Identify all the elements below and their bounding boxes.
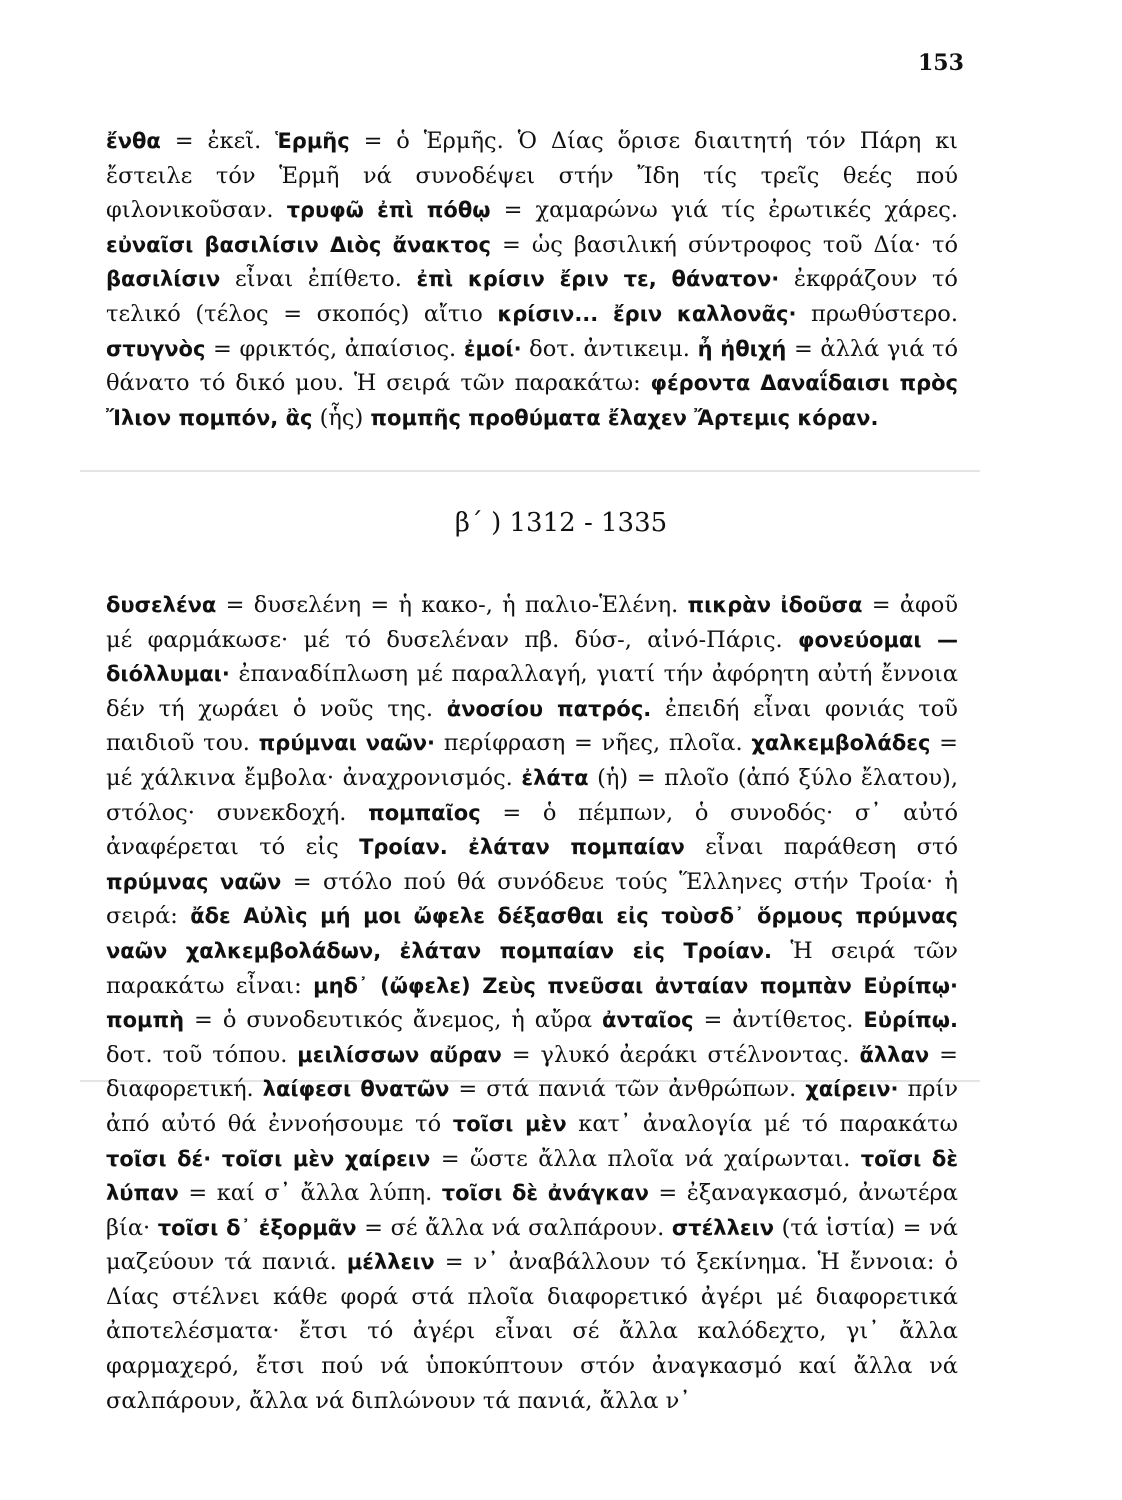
gloss-text: ἐπαναδίπλωση μέ παραλλαγή, γιατί τήν ἀφόρητη αὐτή ἔννοια δέν τή χωράει ὁ νοῦς της.	[106, 661, 958, 722]
gloss-text: = γλυκό ἀεράκι στέλνοντας.	[501, 1041, 860, 1068]
lemma-term: ἀνοσίου πατρός.	[446, 696, 652, 721]
lemma-term: τοῖσι δέ· τοῖσι μὲν χαίρειν	[106, 1146, 431, 1171]
gloss-text: (τά ἱστία) = νά μαζεύουν τά πανιά.	[106, 1214, 959, 1276]
gloss-text: = ἀλλά γιά τό θάνατο τό δικό μου. Ἡ σειρά τῶν παρακάτω:	[106, 335, 959, 397]
gloss-text: (ἡ) = πλοῖο (ἀπό ξύλο ἔλατου), στόλος· συνεκδοχή.	[106, 764, 958, 826]
lemma-term: τοῖσι δὲ λύπαν	[106, 1146, 959, 1206]
lemma-term: Εὐρίπῳ.	[863, 1008, 959, 1033]
lemma-term: βασιλίσιν	[106, 267, 221, 292]
lemma-term: Τροίαν. ἐλάταν πομπαίαν	[359, 835, 685, 860]
lemma-term: πομπαῖος	[368, 800, 481, 825]
lemma-term: στέλλειν	[671, 1215, 775, 1240]
gloss-text: = δυσελένη = ἡ κακο-, ἡ παλιο-Ἑλένη.	[216, 592, 688, 618]
commentary-paragraph-1	[106, 124, 958, 435]
gloss-text: ἐκφράζουν τό τελικό (τέλος = σκοπός) αἴτιο	[106, 266, 958, 327]
gloss-text: δοτ. ἀντικειμ.	[521, 335, 698, 362]
lemma-term: πομπὴ	[106, 1008, 185, 1033]
lemma-term: πομπῆς προθύματα ἔλαχεν Ἄρτεμις κόραν.	[370, 405, 879, 430]
lemma-term: ἔνθα	[106, 129, 161, 153]
gloss-text: = σέ ἄλλα νά σαλπάρουν.	[356, 1214, 672, 1241]
section-heading: β΄ ) 1312 - 1335	[454, 508, 668, 538]
lemma-term: ἀνταῖος	[601, 1008, 694, 1033]
lemma-term: χαλκεμβολάδες	[751, 731, 931, 756]
gloss-text: = στά πανιά τῶν ἀνθρώπων.	[449, 1076, 806, 1103]
lemma-term: χαίρειν·	[805, 1077, 899, 1102]
lemma-term: στυγνὸς	[106, 336, 206, 361]
lemma-term: τοῖσι δ᾽ ἐξορμᾶν	[157, 1215, 357, 1240]
gloss-text: περίφραση = νῆες, πλοῖα.	[435, 730, 752, 757]
gloss-text: πρωθύστερο.	[796, 300, 959, 327]
gloss-text: Ἡ σειρά τῶν παρακάτω εἶναι:	[106, 937, 958, 999]
gloss-text: πρίν ἀπό αὐτό θά ἐννοήσουμε τό	[106, 1076, 959, 1137]
gloss-text: ἐπειδή εἶναι φονιάς τοῦ παιδιοῦ του.	[106, 695, 958, 757]
gloss-text: = ἐκεῖ.	[160, 128, 276, 154]
lemma-term: μηδ᾽ (ὤφελε) Ζεὺς πνεῦσαι ἀνταίαν πομπὰν Εὐρίπῳ·	[313, 973, 958, 998]
lemma-term: πρύμνας ναῶν	[106, 869, 282, 894]
lemma-term: φονεύομαι — διόλλυμαι·	[106, 627, 958, 687]
lemma-term: λαίφεσι θνατῶν	[262, 1077, 450, 1102]
bleed-through-line	[80, 470, 980, 472]
lemma-term: ἐπὶ κρίσιν ἔριν τε, θάνατον·	[416, 267, 780, 292]
gloss-text: (ἧς)	[312, 404, 371, 431]
lemma-term: κρίσιν... ἔριν καλλονᾶς·	[497, 301, 797, 326]
gloss-text: = φρικτός, ἀπαίσιος.	[205, 335, 464, 362]
gloss-text: δοτ. τοῦ τόπου.	[106, 1041, 298, 1068]
lemma-term: δυσελένα	[106, 593, 217, 617]
gloss-text: = ἐξαναγκασμό, ἀνωτέρα βία·	[106, 1180, 958, 1241]
lemma-term: τρυφῶ ἐπὶ πόθῳ	[286, 198, 491, 223]
commentary-paragraph-2	[106, 588, 958, 1418]
lemma-term: φέροντα Δαναΐδαισι πρὸς Ἴλιον πομπόν, ἂς	[106, 371, 958, 430]
gloss-text: = ὥστε ἄλλα πλοῖα νά χαίρωνται.	[430, 1145, 861, 1172]
lemma-term: ἦ ἠθιχή	[697, 336, 787, 361]
gloss-text: = χαμαρώνω γιά τίς ἐρωτικές χάρες.	[490, 197, 958, 224]
lemma-term: μέλλειν	[346, 1250, 435, 1275]
gloss-text: = διαφορετική.	[106, 1041, 958, 1103]
gloss-text: εἶναι παράθεση στό	[684, 834, 958, 861]
gloss-text: = μέ χάλκινα ἔμβολα· ἀναχρονισμός.	[106, 730, 958, 791]
lemma-term: ἄδε Αὐλὶς μή μοι ὤφελε δέξασθαι εἰς τοὺσδ᾽ ὅρμους πρύμνας ναῶν χαλκεμβολάδων, ἐλάταν πομπαίαν εἰς Τροίαν.	[106, 904, 958, 963]
lemma-term: πικρὰν ἰδοῦσα	[687, 593, 863, 617]
gloss-text: = ὁ Ἑρμῆς. Ὁ Δίας ὅρισε διαιτητή τόν Πάρη κι ἔστειλε τόν Ἑρμῆ νά συνοδέψει στήν Ἴδη τίς τρεῖς θεές πού φιλονικοῦσαν.	[106, 128, 958, 224]
lemma-term: τοῖσι δὲ ἀνάγκαν	[441, 1181, 649, 1206]
page-number: 153	[918, 50, 964, 76]
lemma-term: πρύμναι ναῶν·	[258, 731, 436, 756]
lemma-term: ἄλλαν	[859, 1042, 930, 1067]
gloss-text: = ἀφοῦ μέ φαρμάκωσε· μέ τό δυσελέναν πβ. δύσ-, αἰνό-Πάρις.	[106, 592, 959, 653]
gloss-text: = ν᾽ ἀναβάλλουν τό ξεκίνημα. Ἡ ἔννοια: ὁ Δίας στέλνει κάθε φορά στά πλοῖα διαφορετικό ἀγέρι μέ διαφορετικά ἀποτελέσματα· ἔτσι τό ἀγέρι εἶναι σέ ἄλλα καλόδεχτο, γι᾽ ἄλλα φαρμαχερό, ἔτσι πού νά ὑποκύπτουν στόν ἀναγκασμό καί ἄλλα νά σαλπάρουν, ἄλλα νά διπλώνουν τά πανιά, ἄλλα ν᾽	[106, 1249, 958, 1414]
lemma-term: Ἑρμῆς	[275, 129, 350, 153]
lemma-term: εὐναῖσι βασιλίσιν Διὸς ἄνακτος	[106, 232, 491, 257]
gloss-text: = ὁ πέμπων, ὁ συνοδός· σ᾽ αὐτό ἀναφέρεται τό εἰς	[106, 799, 959, 861]
gloss-text: = στόλο πού θά συνόδευε τούς Ἕλληνες στήν Τροία· ἡ σειρά:	[106, 868, 958, 930]
gloss-text: = ὡς βασιλική σύντροφος τοῦ Δία· τό	[490, 231, 959, 258]
lemma-term: ἐλάτα	[521, 765, 589, 790]
lemma-term: τοῖσι μὲν	[452, 1111, 567, 1136]
gloss-text: = ἀντίθετος.	[693, 1007, 864, 1034]
gloss-text: κατ᾽ ἀναλογία μέ τό παρακάτω	[566, 1110, 958, 1137]
lemma-term: ἐμοί·	[463, 336, 522, 361]
gloss-text: = καί σ᾽ ἄλλα λύπη.	[178, 1180, 442, 1207]
gloss-text: εἶναι ἐπίθετο.	[220, 266, 417, 293]
gloss-text: = ὁ συνοδευτικός ἄνεμος, ἡ αὔρα	[184, 1007, 602, 1034]
lemma-term: μειλίσσων αὔραν	[297, 1042, 502, 1067]
